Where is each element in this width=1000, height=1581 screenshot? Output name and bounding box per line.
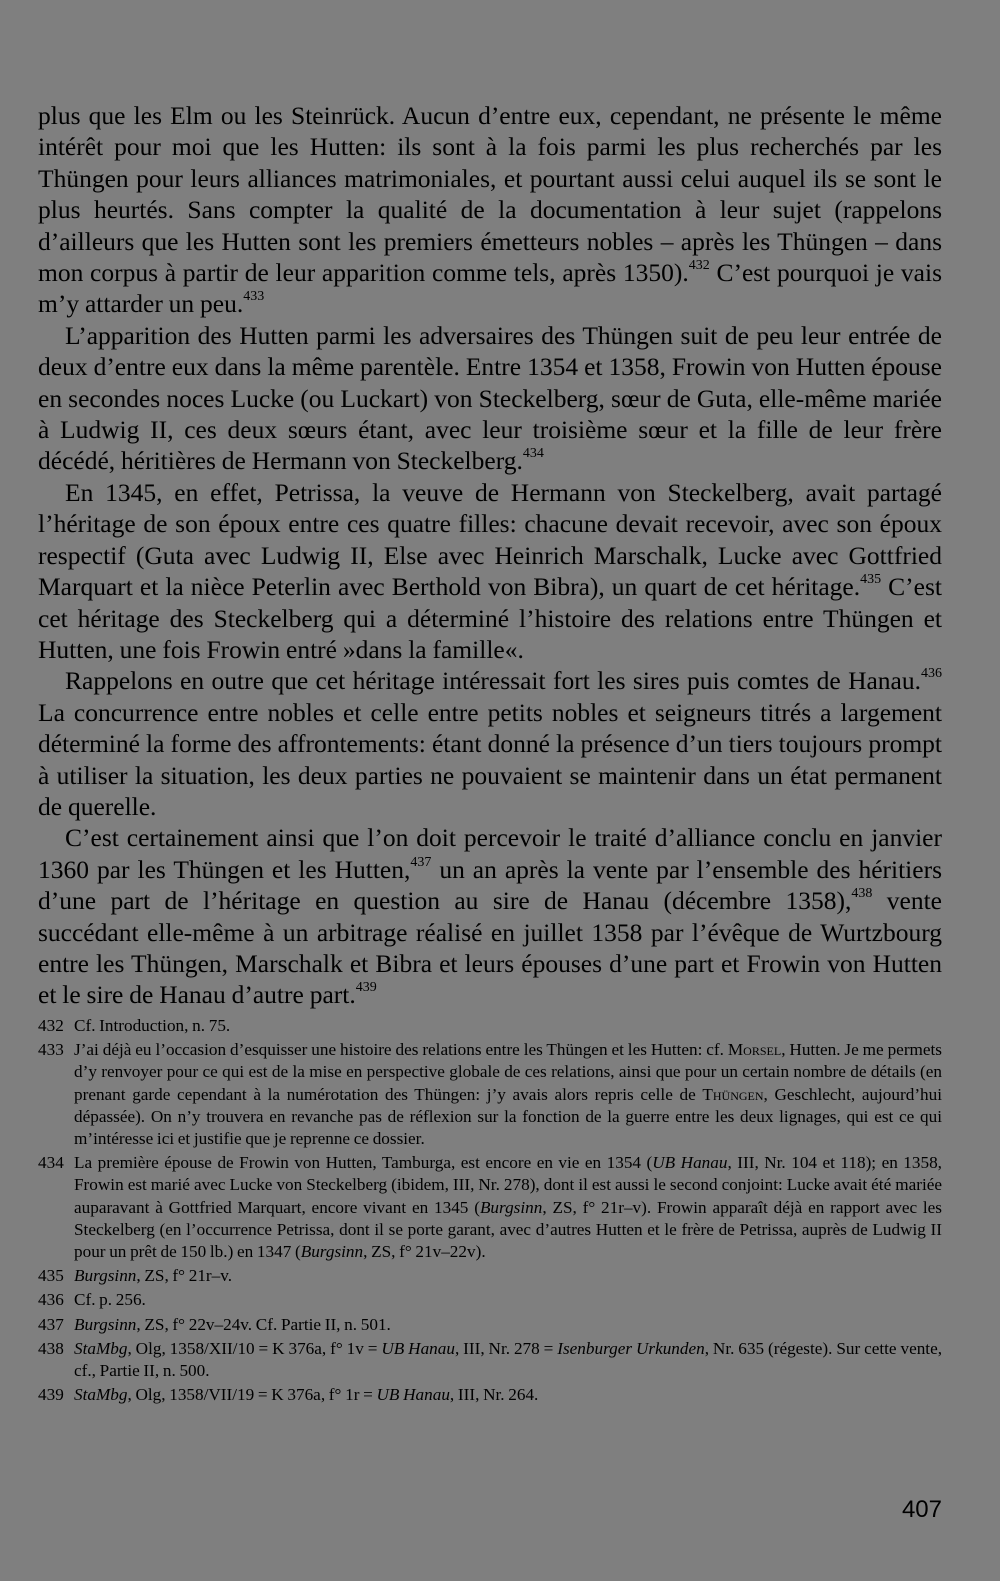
footnote-text xyxy=(74,1039,942,1150)
footnote-number: 439 xyxy=(38,1385,64,1405)
footnote-number: 434 xyxy=(38,1153,64,1173)
paragraph-text: plus que les Elm ou les Steinrück. Aucun d’entre eux, cependant, ne présente le même intérêt pour moi que les Hutten: ils sont à la fois parmi les plus recherchés par les Thüngen pour leurs alliances matrimoniales, et pourtant aussi celui auquel ils se sont le plus heurtés. Sans compter la qualité de la documentation à leur sujet (rappelons d’ailleurs que les Hutten sont les premiers émetteurs nobles – après les Thüngen – dans mon corpus à partir de leur apparition comme tels, après 1350). xyxy=(38,101,942,288)
source-title: Isenburger Urkunden xyxy=(557,1338,705,1358)
paragraph-2 xyxy=(38,320,942,477)
footnote-text xyxy=(74,1338,942,1382)
footnote-text xyxy=(74,1265,942,1287)
source-title: Burgsinn xyxy=(300,1242,364,1262)
footnote-fragment: , Hutten. Je me permets d’y renvoyer pour ce qui est de la mise en perspective globale de ces relations, ainsi que pour un certain nombre de détails (en prenant garde cependant à la numérotation des Thüngen: j’y avais alors repris celle de xyxy=(74,1040,942,1104)
source-title: StaMbg xyxy=(74,1338,128,1358)
footnote-fragment: , III, Nr. 264. xyxy=(449,1385,539,1405)
paragraph-text: vente succédant elle-même à un arbitrage réalisé en juillet 1358 par l’évêque de Wurtzbourg entre les Thüngen, Marschalk et Bibra et leurs épouses d’une part et Frowin von Hutten et le sire de Hanau d’autre part. xyxy=(38,886,942,1010)
paragraph-text: C’est certainement ainsi que l’on doit percevoir le traité d’alliance conclu en janvier 1360 par les Thüngen et les Hutten, xyxy=(38,823,942,884)
paragraph-text: un an après la vente par l’ensemble des héritiers d’une part de l’héritage en question au sire de Hanau (décembre 1358), xyxy=(38,854,942,916)
footnote-text xyxy=(74,1314,942,1336)
footnote-number: 435 xyxy=(38,1266,64,1286)
paragraph-5 xyxy=(38,822,942,1010)
footnote-ref-432[interactable]: 432 xyxy=(688,258,710,274)
paragraph-text: Rappelons en outre que cet héritage intéressait fort les sires puis comtes de Hanau. xyxy=(65,666,921,696)
footnote-fragment: , Nr. 635 (régeste). Sur cette vente, cf., Partie II, n. 500. xyxy=(74,1338,942,1381)
footnote-ref-434[interactable]: 434 xyxy=(522,446,544,462)
footnote-439 xyxy=(38,1384,942,1406)
source-title: UB Hanau xyxy=(652,1153,728,1173)
paragraph-1 xyxy=(38,100,942,320)
footnote-number: 433 xyxy=(38,1040,64,1060)
footnote-fragment: , Olg, 1358/XII/10 = K 376a, f° 1v = xyxy=(127,1338,382,1358)
page-number: 407 xyxy=(901,1496,942,1523)
author-name: Morsel xyxy=(727,1040,782,1060)
footnote-fragment: , ZS, f° 21v–22v). xyxy=(363,1242,486,1262)
footnote-number: 436 xyxy=(38,1290,64,1310)
footnote-ref-435[interactable]: 435 xyxy=(860,572,882,588)
footnote-fragment: , Geschlecht, aujourd’hui dépassée). On n’y trouvera en revanche pas de réflexion sur la fonction de la guerre entre les deux lignages, qui est ce qui m’intéresse ici et justifie que je reprenne ce dossier. xyxy=(74,1084,943,1149)
footnote-text xyxy=(74,1015,942,1037)
source-title: StaMbg xyxy=(74,1385,128,1405)
footnote-ref-438[interactable]: 438 xyxy=(851,886,873,902)
footnote-437 xyxy=(38,1314,942,1336)
paragraph-text: En 1345, en effet, Petrissa, la veuve de Hermann von Steckelberg, avait partagé l’héritage de son époux entre ces quatre filles: chacune devait recevoir, avec son époux respectif (Guta avec Ludwig II, Else avec Heinrich Marschalk, Lucke avec Gottfried Marquart et la nièce Peterlin avec Berthold von Bibra), un quart de cet héritage. xyxy=(38,477,942,602)
source-title: UB Hanau xyxy=(376,1385,450,1405)
author-name: Thüngen xyxy=(702,1084,764,1104)
footnote-fragment: , III, Nr. 104 et 118); en 1358, Frowin est marié avec Lucke von Steckelberg (ibidem, III, Nr. 278), dont il est aussi le second conjoint: Lucke avait été mariée auparavant à Gottfried Marquart, encore vivant en 1345 ( xyxy=(74,1153,942,1217)
footnote-number: 432 xyxy=(38,1016,64,1035)
footnote-text xyxy=(74,1289,942,1311)
footnote-text xyxy=(74,1384,942,1406)
footnote-432 xyxy=(38,1015,942,1037)
footnote-fragment: , ZS, f° 21r–v. xyxy=(136,1266,233,1286)
footnote-438 xyxy=(38,1338,942,1382)
footnote-number: 438 xyxy=(38,1338,64,1358)
source-title: Burgsinn xyxy=(479,1197,543,1217)
footnote-434 xyxy=(38,1152,942,1263)
footnote-fragment: Cf. Introduction, n. 75. xyxy=(74,1016,231,1035)
paragraph-3 xyxy=(38,477,942,665)
paragraph-text: C’est pourquoi je vais m’y attarder un peu. xyxy=(38,258,942,319)
paragraph-text: C’est cet héritage des Steckelberg qui a déterminé l’histoire des relations entre Thüngen et Hutten, une fois Frowin entré »dans la famille«. xyxy=(38,572,942,664)
footnote-fragment: , ZS, f° 22v–24v. Cf. Partie II, n. 501. xyxy=(136,1314,391,1334)
footnote-fragment: J’ai déjà eu l’occasion d’esquisser une histoire des relations entre les Thüngen et les Hutten: cf. xyxy=(74,1040,728,1060)
footnote-fragment: , Olg, 1358/VII/19 = K 376a, f° 1r = xyxy=(127,1385,377,1405)
body-text xyxy=(38,100,942,1011)
footnote-fragment: La première épouse de Frowin von Hutten, Tamburga, est encore en vie en 1354 ( xyxy=(74,1153,653,1173)
footnote-ref-436[interactable]: 436 xyxy=(921,666,942,682)
footnote-433 xyxy=(38,1039,942,1150)
footnote-ref-439[interactable]: 439 xyxy=(355,980,377,996)
footnote-ref-433[interactable]: 433 xyxy=(243,289,265,305)
footnote-number: 437 xyxy=(38,1314,64,1334)
paragraph-text: La concurrence entre nobles et celle entre petits nobles et seigneurs titrés a largement déterminé la forme des affrontements: étant donné la présence d’un tiers toujours prompt à utiliser la situation, les deux parties ne pouvaient se maintenir dans un état permanent de querelle. xyxy=(38,697,942,821)
main-text xyxy=(38,100,942,1011)
footnotes xyxy=(38,1015,942,1408)
footnote-ref-437[interactable]: 437 xyxy=(410,854,432,870)
footnote-fragment: Cf. p. 256. xyxy=(74,1290,146,1310)
source-title: Burgsinn xyxy=(74,1266,137,1286)
paragraph-4 xyxy=(38,665,942,822)
footnote-fragment: , ZS, f° 21r–v). Frowin apparaît déjà en rapport avec les Steckelberg (en l’occurrence Petrissa, dont il se porte garant, avec d’autres Hutten et le frère de Petrissa, auprès de Ludwig II pour un prêt de 150 lb.) en 1347 ( xyxy=(74,1197,942,1262)
footnote-435 xyxy=(38,1265,942,1287)
paragraph-text: L’apparition des Hutten parmi les adversaires des Thüngen suit de peu leur entrée de deux d’entre eux dans la même parentèle. Entre 1354 et 1358, Frowin von Hutten épouse en secondes noces Lucke (ou Luckart) von Steckelberg, sœur de Guta, elle-même mariée à Ludwig II, ces deux sœurs étant, avec leur troisième sœur et la fille de leur frère décédé, héritières de Hermann von Steckelberg. xyxy=(38,320,942,476)
source-title: Burgsinn xyxy=(74,1314,137,1334)
footnote-text xyxy=(74,1152,942,1263)
source-title: UB Hanau xyxy=(381,1338,455,1358)
footnote-436 xyxy=(38,1289,942,1311)
footnote-fragment: , III, Nr. 278 = xyxy=(454,1338,558,1358)
